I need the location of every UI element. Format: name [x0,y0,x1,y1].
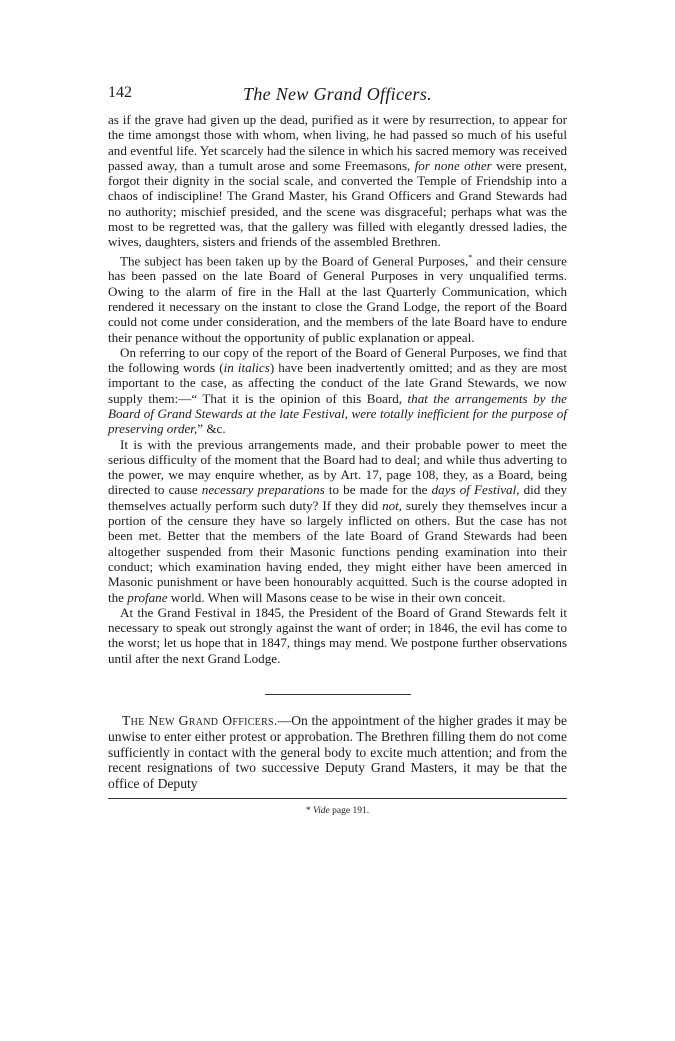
paragraph-3-text-e: ” &c. [197,421,226,437]
paragraph-5-text: At the Grand Festival in 1845, the President of the Board of Grand Stewards felt it necessary to speak out strongly against the want of order; in 1846, the evil has come to the worst; let us hope that in 1847, things may mend. We postpone further observations until after the next Grand Lodge. [108,604,567,666]
section-paragraph [108,713,567,792]
paragraph-1-text-a: as if the grave had given up the dead, purified as it were by resurrection, to appear for the time amongst those with whom, when living, he had passed so much of his useful and eventful life. Yet scarcely had the silence in which his sacred memory was received passed away, than a tumult arose and some Freemasons, [108,112,567,173]
running-title: The New Grand Officers. [243,84,432,104]
paragraph-3-italic-quote: that the arrangements by the Board of Grand Stewards at the late Festival, were totally inefficient for the purpose of preserving order, [108,390,567,437]
paragraph-4-text-c: to be made for the [324,482,432,498]
paragraph-4-text-a: It is with the previous arrangements made, and their probable power to meet the serious difficulty of the moment that the Board had to deal; and while thus adverting to the power, we may enquire whether, as by Art. 17, page 108, they, as a Board, being directed to cause [108,436,567,498]
paragraph-3 [108,345,567,437]
paragraph-3-text-c: ) have been inadvertently omitted; and as they are most important to the case, as affecting the conduct of the late Grand Stewards, we now supply them:—“ That it is the opinion of this Board, [108,360,567,406]
section-divider [265,694,411,695]
footnote-divider [108,798,567,799]
paragraph-4 [108,437,567,605]
paragraph-4-text-g: surely they themselves incur a portion of the censure they have so largely inflicted on others. But the case has not been met. Better that the members of the late Board of Grand Stewards had been altogether suspended from their Masonic functions pending examination into their conduct; which examination having ended, they might either have been amerced in Masonic punishment or have been honourably acquitted. Such is the course adopted in the [108,497,567,605]
paragraph-1-italic: for none other [414,157,492,173]
section-text: —On the appointment of the higher grades it may be unwise to enter either protest or approbation. The Brethren filling them do not come sufficiently in contact with the general body to excite much attention; and from the recent resignations of two successive Deputy Grand Masters, it may be that the office of Deputy [108,713,567,792]
paragraph-2-text-b: and their censure has been passed on the late Board of General Purposes in very unqualified terms. Owing to the alarm of fire in the Hall at the last Quarterly Communication, which rendered it necessary on the instant to close the Grand Lodge, the report of the Board could not come under consideration, and the members of the late Board have to endure their penance without the opportunity of public explanation or appeal. [108,253,567,345]
paragraph-3-text-a: On referring to our copy of the report of the Board of General Purposes, we find that the following words ( [108,344,567,376]
footnote-mark: * [305,806,311,817]
footnote-vide: Vide [313,806,330,817]
footnote-reference-mark: * [468,252,473,262]
new-grand-officers-section [108,713,567,792]
paragraph-2-text-a: The subject has been taken up by the Board of General Purposes, [120,253,469,269]
footnote [108,805,567,817]
section-heading: The New Grand Officers. [122,713,278,729]
running-head [108,84,567,112]
paragraph-1 [108,112,567,250]
paragraph-4-text-i: world. When will Masons cease to be wise in their own conceit. [167,589,506,605]
paragraph-4-italic-b: necessary preparations [201,482,325,498]
paragraph-4-italic-f: not, [382,497,403,513]
paragraph-2 [108,250,567,345]
paragraph-4-italic-h: profane [127,589,168,605]
paragraph-4-italic-d: days of Festival, [431,482,520,498]
paragraph-5 [108,605,567,666]
paragraph-1-text-c: were present, forgot their dignity in the social scale, and converted the Temple of Friendship into a chaos of indiscipline! The Grand Master, his Grand Officers and Grand Stewards had no authority; mischief presided, and the scene was disgraceful; perhaps what was the most to be regretted was, that the gallery was filled with elegantly dressed ladies, the wives, daughters, sisters and friends of the assembled Brethren. [108,157,567,250]
paragraph-3-italic-b: in italics [223,360,270,376]
paragraph-4-text-e: did they themselves actually perform such duty? If they did [108,482,568,513]
page-number: 142 [108,84,132,101]
article-body [108,112,567,817]
footnote-text: page 191. [329,806,370,817]
